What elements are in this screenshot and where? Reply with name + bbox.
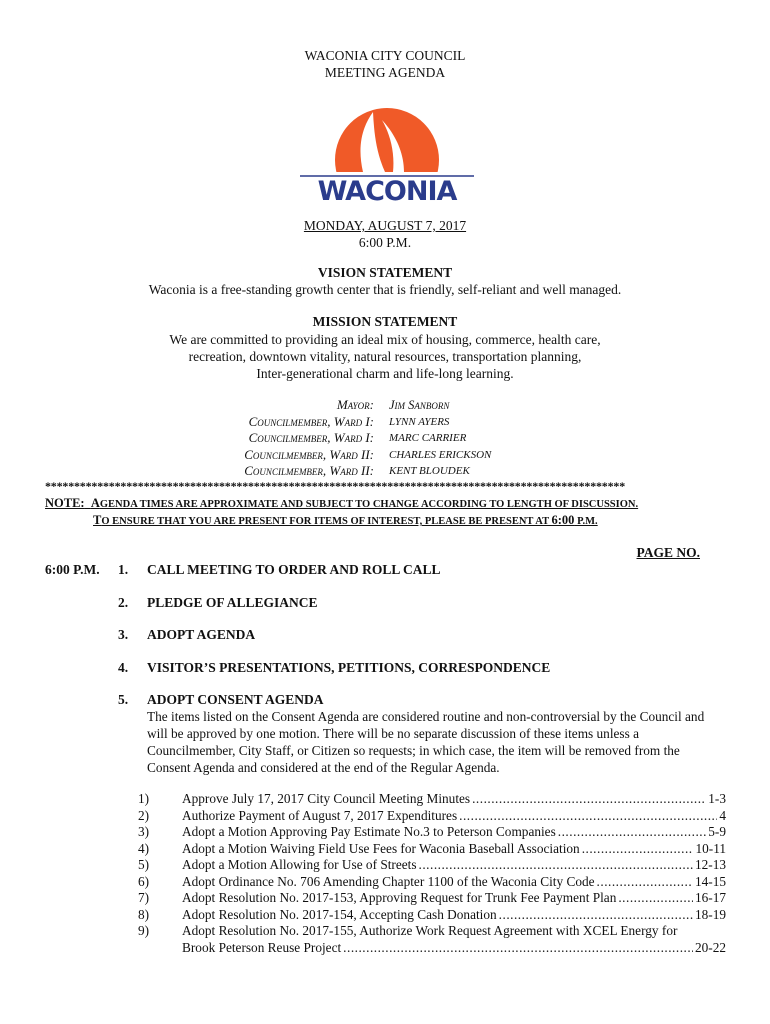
consent-item-number: 6): [138, 873, 150, 889]
agenda-item: [118, 627, 255, 643]
meeting-time: 6:00 P.M.: [358, 235, 412, 250]
vision-heading: VISION STATEMENT: [317, 265, 453, 280]
consent-item-page: 10-11: [695, 840, 726, 856]
note-prefix: NOTE:: [45, 496, 85, 510]
agenda-item-label: ADOPT AGENDA: [147, 627, 256, 642]
consent-item-page: 20-22: [694, 939, 726, 955]
council-name: CHARLES ERICKSON: [389, 448, 492, 461]
consent-item-text: Adopt Resolution No. 2017-155, Authorize Work Request Agreement with XCEL Energy for: [182, 923, 678, 938]
consent-item-number: 5): [138, 857, 150, 872]
title-line-1: WACONIA CITY COUNCIL: [304, 48, 466, 63]
agenda-item-label: CALL MEETING TO ORDER AND ROLL CALL: [147, 562, 441, 577]
agenda-item-label: ADOPT CONSENT AGENDA: [147, 692, 324, 707]
council-row: [0, 430, 770, 447]
council-row: [0, 414, 770, 431]
council-name: KENT BLOUDEK: [389, 465, 470, 477]
consent-item-text: Adopt Resolution No. 2017-153, Approving Request for Trunk Fee Payment Plan: [182, 890, 617, 905]
mission-heading: MISSION STATEMENT: [312, 314, 458, 329]
meeting-date: MONDAY, AUGUST 7, 2017: [303, 218, 467, 233]
consent-item-number: 8): [138, 906, 150, 922]
consent-item-page: 16-17: [694, 890, 726, 905]
logo-wordmark: WACONIA: [317, 176, 457, 207]
note-initial-2: T: [93, 513, 102, 527]
waconia-logo: [300, 108, 474, 208]
consent-agenda-description: The items listed on the Consent Agenda are considered routine and non-controversial by the Council and will be approved by one motion. There will be no separate discussion of these items unless a Councilmember, City Staff, or Citizen so requests; in which case, the item will be removed from the Consent Agenda and considered at the end of the Regular Agenda.: [147, 709, 705, 775]
consent-item-page: 18-19: [694, 906, 726, 922]
council-name: MARC CARRIER: [389, 432, 467, 444]
agenda-item-number: 3.: [118, 627, 129, 642]
agenda-item-label: PLEDGE OF ALLEGIANCE: [147, 595, 318, 610]
note-initial: A: [90, 496, 100, 510]
agenda-item: [118, 692, 324, 708]
council-row: [0, 447, 770, 464]
council-name: LYNN AYERS: [389, 415, 450, 428]
council-role: Councilmember, Ward I:: [248, 430, 374, 445]
note-line-2: [93, 513, 598, 528]
council-role: Mayor:: [336, 397, 374, 412]
agenda-item-label: VISITOR’S PRESENTATIONS, PETITIONS, CORRESPONDENCE: [147, 660, 551, 675]
agenda-item-number: 2.: [118, 595, 129, 610]
consent-item-text: Brook Peterson Reuse Project: [182, 939, 342, 955]
consent-item-text: Adopt Ordinance No. 706 Amending Chapter 1100 of the Waconia City Code: [182, 873, 595, 889]
consent-item-number: 4): [138, 840, 150, 856]
consent-item-number: 1): [138, 791, 150, 806]
consent-item-page: 12-13: [694, 857, 726, 872]
consent-item-text: Adopt Resolution No. 2017-154, Accepting Cash Donation: [182, 906, 497, 922]
mission-line-2: recreation, downtown vitality, natural resources, transportation planning,: [188, 349, 582, 364]
agenda-item: [118, 562, 441, 578]
consent-item-page: 14-15: [694, 873, 726, 889]
council-row: [0, 397, 770, 414]
consent-item-text: Adopt a Motion Approving Pay Estimate No.3 to Peterson Companies: [182, 824, 556, 839]
consent-item-number: 2): [138, 807, 150, 823]
agenda-item: [118, 595, 318, 611]
note-text-2: O ENSURE THAT YOU ARE PRESENT FOR ITEMS OF INTEREST, PLEASE BE PRESENT AT: [101, 516, 552, 527]
consent-item-page: 1-3: [708, 791, 726, 806]
council-role: Councilmember, Ward II:: [244, 446, 374, 462]
agenda-item-number: 5.: [118, 692, 129, 707]
vision-text: Waconia is a free-standing growth center that is friendly, self-reliant and well managed.: [148, 282, 622, 297]
agenda-item-number: 4.: [118, 660, 129, 675]
consent-item-text: Authorize Payment of August 7, 2017 Expenditures: [182, 807, 458, 823]
consent-item-number: 3): [138, 824, 150, 839]
consent-item-text: Adopt a Motion Allowing for Use of Streets: [182, 857, 417, 872]
council-row: [0, 463, 770, 480]
agenda-item-number: 1.: [118, 562, 129, 577]
note-time: 6:00: [551, 513, 575, 527]
consent-item-number: 9): [138, 923, 150, 938]
council-name: Jim Sanborn: [389, 398, 450, 412]
consent-item-page: 4: [719, 807, 726, 823]
agenda-start-time: 6:00 P.M.: [45, 562, 100, 577]
consent-item-number: 7): [138, 890, 150, 905]
agenda-item: [118, 660, 550, 676]
note-text-1: GENDA TIMES ARE APPROXIMATE AND SUBJECT TO CHANGE ACCORDING TO LENGTH OF DISCUSSION.: [99, 499, 639, 510]
consent-item-text: Adopt a Motion Waiving Field Use Fees for Waconia Baseball Association: [182, 840, 580, 856]
mission-line-3: Inter-generational charm and life-long learning.: [256, 366, 514, 381]
title-line-2: MEETING AGENDA: [324, 65, 446, 80]
note-time-suffix: P.M.: [574, 516, 598, 527]
consent-item-page: 5-9: [708, 824, 726, 839]
council-role: Councilmember, Ward II:: [244, 463, 374, 478]
council-role: Councilmember, Ward I:: [248, 413, 374, 429]
mission-line-1: We are committed to providing an ideal mix of housing, commerce, health care,: [169, 332, 601, 347]
meeting-date-block: [0, 217, 770, 251]
mission-text: [0, 331, 770, 382]
document-title: [0, 47, 770, 81]
page-no-heading: PAGE NO.: [636, 545, 700, 560]
consent-item-text: Approve July 17, 2017 City Council Meeting Minutes: [182, 791, 471, 806]
separator-line: ****************************************************************************************************: [45, 479, 626, 493]
council-roster: [0, 397, 770, 480]
note-line-1: [45, 496, 638, 511]
